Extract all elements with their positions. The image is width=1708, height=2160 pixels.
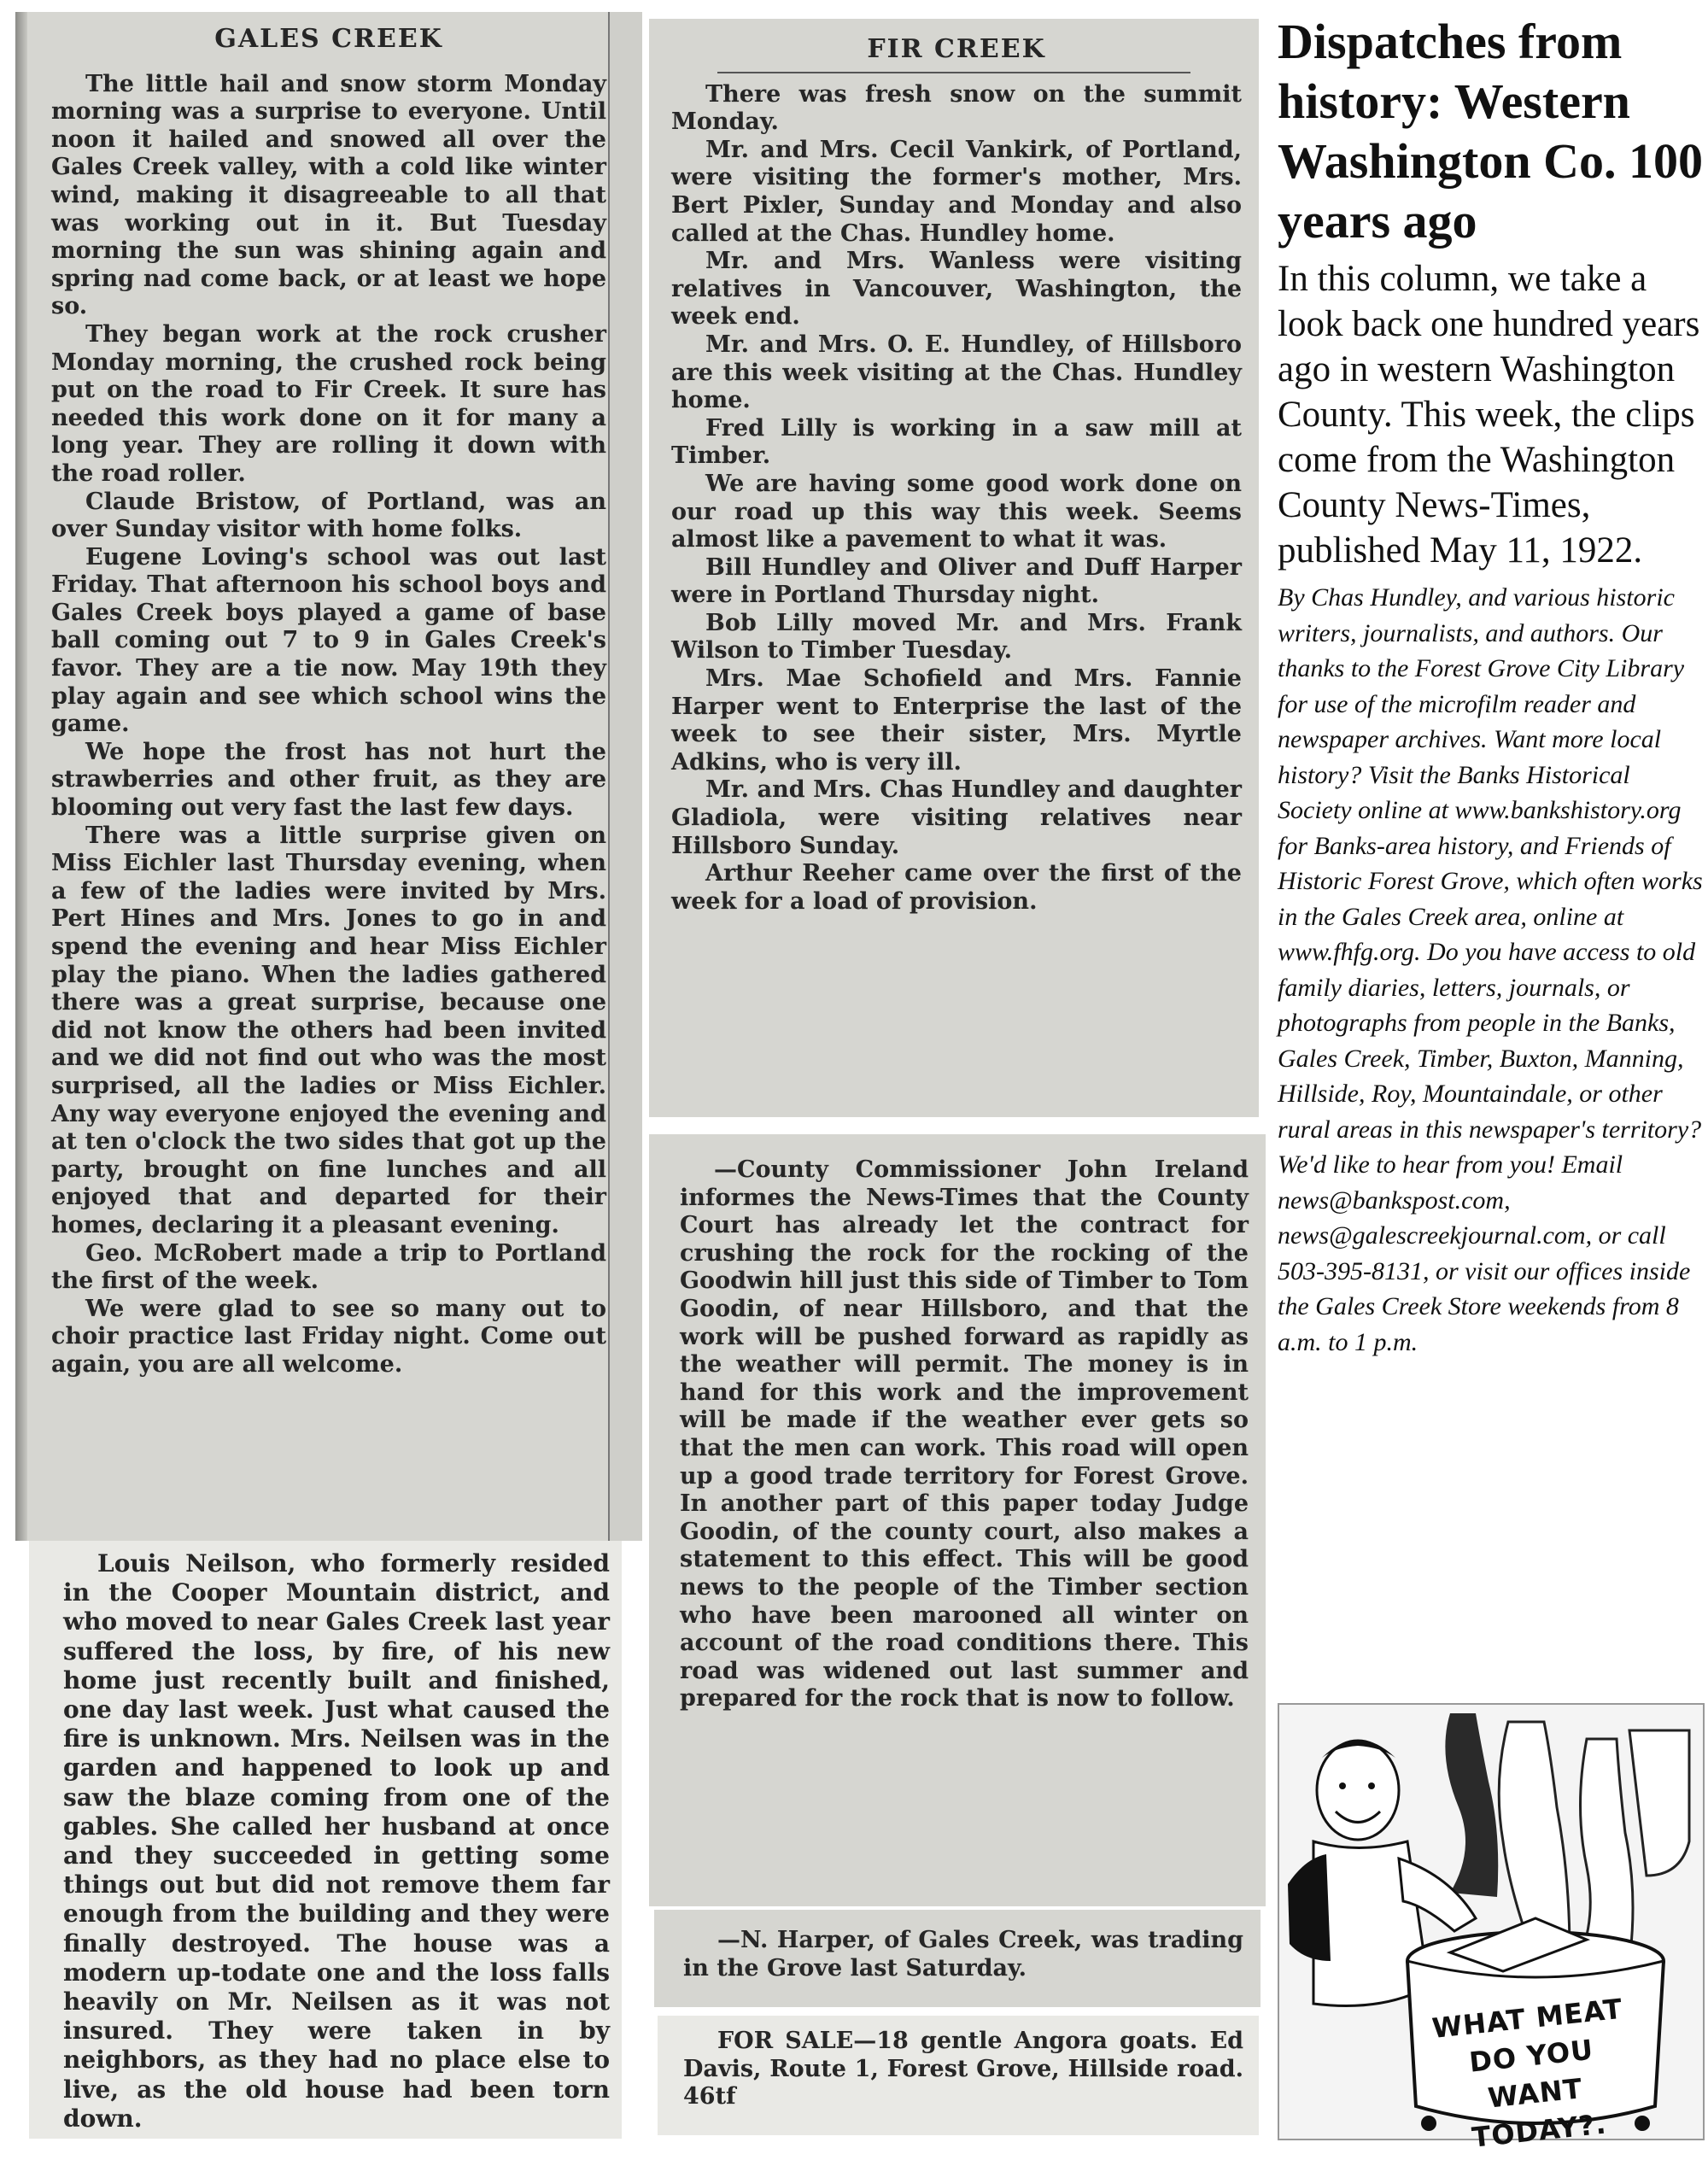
article-paragraph: Mr. and Mrs. O. E. Hundley, of Hillsboro are this week visiting at the Chas. Hundley home. — [671, 331, 1242, 414]
harper-body — [683, 1927, 1243, 1982]
article-paragraph: Mr. and Mrs. Chas Hundley and daughter Gladiola, were visiting relatives near Hillsboro Sunday. — [671, 776, 1242, 859]
article-paragraph: They began work at the rock crusher Monday morning, the crushed rock being put on the road to Fir Creek. It sure has needed this work done on it for many a long year. They are rolling it down with the road roller. — [51, 320, 606, 487]
county-commissioner-clipping — [649, 1134, 1266, 1906]
article-paragraph: —N. Harper, of Gales Creek, was trading in the Grove last Saturday. — [683, 1927, 1243, 1981]
page-fold-shadow — [15, 12, 27, 1541]
article-paragraph: Bill Hundley and Oliver and Duff Harper were in Portland Thursday night. — [671, 553, 1242, 609]
article-paragraph: We were glad to see so many out to choir practice last Friday night. Come out again, you are all welcome. — [51, 1295, 606, 1378]
hanging-ham-icon — [1445, 1713, 1498, 1897]
article-paragraph: —County Commissioner John Ireland informes the News-Times that the County Court has already let the contract for crushing the rock for the rocking of the Goodwin hill just this side of Timber to Tom Goodin, of near Hillsboro, and that the work will be pushed forward as rapidly as the weather will permit. The money is in hand for this work and the improvement will be made if the weather ever gets so that the men can work. This road will open up a good trade territory for Forest Grove. In another part of this paper today Judge Goodin, of the county court, also makes a statement to this effect. This will be good news to the people of the Timber section who have been marooned all winter on account of the road conditions there. This road was widened out last summer and prepared for the rock that is now to follow. — [680, 1156, 1249, 1712]
article-paragraph: Mr. and Mrs. Cecil Vankirk, of Portland, were visiting the former's mother, Mrs. Bert Pixler, Sunday and Monday and also called at the Chas. Hundley home. — [671, 136, 1242, 247]
gales-creek-body — [51, 71, 606, 1379]
cartoon-caption: WHAT MEAT DO YOU WANT TODAY?. — [1430, 1992, 1625, 2154]
article-paragraph: The little hail and snow storm Monday morning was a surprise to everyone. Until noon it hailed and snowed all over the Gales Creek valley, with a cold like winter wind, making it disagreeable to all that was working out in it. But Tuesday morning the sun was shining again and spring nad come back, or at least we hope so. — [51, 70, 606, 320]
neilson-fire-body — [63, 1549, 610, 2134]
article-paragraph: Eugene Loving's school was out last Friday. That afternoon his school boys and Gales Creek boys played a game of base ball coming out 7 to 9 in Gales Creek's favor. They are a tie now. May 19th they play again and see which school wins the game. — [51, 543, 606, 738]
fir-creek-heading: FIR CREEK — [867, 34, 1046, 64]
article-paragraph: Bob Lilly moved Mr. and Mrs. Frank Wilson to Timber Tuesday. — [671, 609, 1242, 664]
article-paragraph: FOR SALE—18 gentle Angora goats. Ed Davis, Route 1, Forest Grove, Hillside road. 46tf — [683, 2028, 1243, 2110]
column-sidebar — [1278, 12, 1705, 1360]
butcher-head-icon — [1317, 1741, 1399, 1840]
column-title: Dispatches from history: Western Washington Co. 100 years ago — [1278, 14, 1703, 249]
adjacent-column-fragment — [608, 12, 642, 1541]
column-intro: In this column, we take a look back one hundred years ago in western Washington County. This week, the clips come from the Washington County News-Times, published May 11, 1922. — [1278, 259, 1700, 571]
article-paragraph: There was a little surprise given on Miss Eichler last Thursday evening, when a few of the ladies were invited by Mrs. Pert Hines and Mrs. Jones to go in and spend the evening and hear Miss Eichler play the piano. When the ladies gathered there was a great surprise, because one did not know the others had been invited and we did not find out who was the most surprised, all the ladies or Miss Eichler. Any way everyone enjoyed the evening and at ten o'clock the two sides that got up the party, brought on fine lunches and all enjoyed that and departed for their homes, declaring it a pleasant evening. — [51, 822, 606, 1238]
heading-rule — [717, 72, 1190, 73]
article-paragraph: Louis Neilson, who formerly resided in the Cooper Mountain district, and who moved to near Gales Creek last year suffered the loss, by fire, of his new home just recently built and finished, one day last week. Just what caused the fire is unknown. Mrs. Neilsen was in the garden and happened to look up and saw the blaze coming from one of the gables. She called her husband at once and they succeeded in getting some things out but did not remove them far enough from the building and they were finally destroyed. The house was a modern up-todate one and the loss falls heavily on Mr. Neilsen as it was not insured. They were taken in by neighbors, as they had no place else to live, as the old house had been torn down. — [63, 1549, 610, 2133]
gales-creek-heading: GALES CREEK — [214, 24, 443, 54]
butcher-cartoon — [1278, 1703, 1705, 2154]
hanging-cut-icon — [1629, 1730, 1689, 1876]
article-paragraph: We hope the frost has not hurt the strawberries and other fruit, as they are blooming out very fast the last few days. — [51, 738, 606, 822]
neilson-fire-clipping — [29, 1541, 622, 2139]
county-commissioner-body — [680, 1156, 1249, 1713]
article-paragraph: Mrs. Mae Schofield and Mrs. Fannie Harper went to Enterprise the last of the week to see their sister, Mrs. Myrtle Adkins, who is very ill. — [671, 665, 1242, 776]
harper-clipping — [654, 1910, 1261, 2007]
article-paragraph: Geo. McRobert made a trip to Portland the first of the week. — [51, 1239, 606, 1295]
article-paragraph: Fred Lilly is working in a saw mill at Timber. — [671, 414, 1242, 470]
article-paragraph: Claude Bristow, of Portland, was an over Sunday visitor with home folks. — [51, 488, 606, 543]
article-paragraph: There was fresh snow on the summit Monday. — [671, 80, 1242, 136]
fir-creek-clipping — [649, 19, 1259, 1117]
for-sale-clipping — [658, 2016, 1259, 2135]
column-credits: By Chas Hundley, and various historic writers, journalists, and authors. Our thanks to the Forest Grove City Library for use of the microfilm reader and newspaper archives. Want more local history? Visit the Banks Historical Society online at www.bankshistory.org for Banks-area history, and Friends of Historic Forest Grove, which often works in the Gales Creek area, online at www.fhfg.org. Do you have access to old family diaries, letters, journals, or photographs from people in the Banks, Gales Creek, Timber, Buxton, Manning, Hillside, Roy, Mountaindale, or other rural areas in this newspaper's territory? We'd like to hear from you! Email news@bankspost.com, news@galescreekjournal.com, or call 503-395-8131, or visit our offices inside the Gales Creek Store weekends from 8 a.m. to 1 p.m. — [1278, 583, 1703, 1356]
hanging-side-icon — [1578, 1739, 1633, 1961]
gales-creek-clipping — [15, 12, 623, 1541]
for-sale-body — [683, 2028, 1243, 2111]
article-paragraph: Mr. and Mrs. Wanless were visiting relatives in Vancouver, Washington, the week end. — [671, 248, 1242, 331]
article-paragraph: Arthur Reeher came over the first of the week for a load of provision. — [671, 860, 1242, 915]
article-paragraph: We are having some good work done on our road up this way this week. Seems almost like a pavement to what it was. — [671, 470, 1242, 553]
fir-creek-body — [671, 81, 1242, 916]
